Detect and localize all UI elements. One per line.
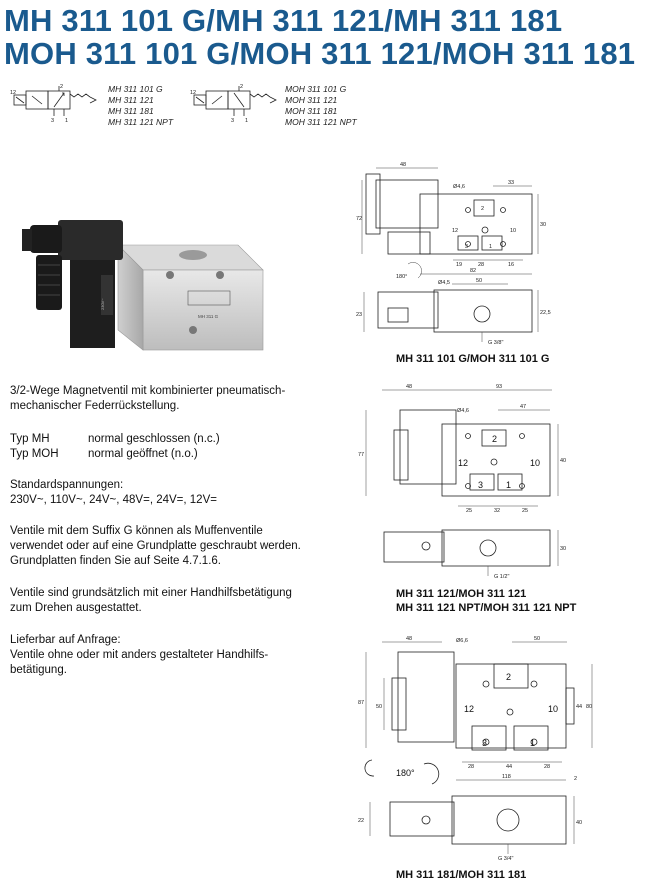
d1-dim-d46: Ø4,6	[453, 184, 465, 190]
d2-dim-40: 40	[560, 458, 567, 464]
sym-label: MH 311 121 NPT	[108, 117, 174, 127]
sym2-port-1: 1	[245, 118, 249, 124]
d2-dim-d46: Ø4,6	[457, 408, 469, 414]
symbol-moh-labels	[285, 84, 357, 128]
d1-dim-48: 48	[400, 162, 407, 168]
d2-dim-25b: 25	[522, 508, 529, 514]
type-mh-desc: normal geschlossen (n.c.)	[88, 433, 220, 445]
d2-dim-47: 47	[520, 404, 527, 410]
d3-dim-44h: 44	[506, 764, 513, 770]
d3-dim-thread: G 3/4"	[498, 856, 514, 862]
d3-dim-2: 2	[574, 776, 578, 782]
sym-label: MOH 311 121 NPT	[285, 117, 357, 127]
d1-dim-30: 30	[540, 222, 547, 228]
sym-label: MOH 311 181	[285, 106, 338, 116]
d1-dim-28: 28	[478, 262, 485, 268]
type-moh-desc: normal geöffnet (n.o.)	[88, 448, 198, 460]
d3-port-1: 1	[530, 738, 536, 748]
d2-port-10: 10	[530, 458, 541, 468]
type-mh-name: Typ MH	[10, 433, 50, 445]
sym-label: MH 311 181	[108, 106, 154, 116]
d2-dim-48: 48	[406, 384, 413, 390]
d2-port-2: 2	[492, 434, 498, 444]
d1-dim-thread: G 3/8"	[488, 340, 504, 346]
d1-dim-23: 23	[356, 312, 363, 318]
d2-port-12: 12	[458, 458, 469, 468]
d3-port-12: 12	[464, 704, 475, 714]
sym1-port-2: 2	[60, 84, 64, 90]
d3-port-10: 10	[548, 704, 559, 714]
d1-dim-33: 33	[508, 180, 515, 186]
voltages-label: Standardspannungen:	[10, 479, 124, 491]
d1-dim-22: 22,5	[540, 310, 551, 316]
drawing-3	[358, 634, 593, 864]
sym2-port-3: 3	[231, 118, 235, 124]
d3-dim-22: 22	[358, 818, 365, 824]
d1-dim-82: 82	[470, 268, 477, 274]
d2-dim-93: 93	[496, 384, 503, 390]
drawing-2-caption-1: MH 311 121/MOH 311 121	[396, 588, 527, 600]
d3-dim-d66: Ø6,6	[456, 638, 468, 644]
symbol-mh-labels	[108, 84, 173, 128]
drawing-3-caption: MH 311 181/MOH 311 181	[396, 869, 527, 881]
type-moh-name: Typ MOH	[10, 448, 59, 460]
drawing-1	[358, 160, 558, 350]
sym2-port-12: 12	[190, 90, 197, 96]
d3-dim-80: 80	[586, 704, 593, 710]
d3-dim-48: 48	[406, 636, 413, 642]
d3-dim-118: 118	[502, 774, 511, 780]
d3-port-3: 3	[482, 738, 488, 748]
d1-dim-rot: 180°	[396, 274, 408, 280]
title-line-1: MH 311 101 G/MH 311 121/MH 311 181	[4, 3, 563, 38]
sym-label: MH 311 121	[108, 95, 154, 105]
d3-port-2: 2	[506, 672, 512, 682]
d3-dim-44v: 44	[576, 704, 583, 710]
on-request-label: Lieferbar auf Anfrage:	[10, 634, 121, 646]
symbol-mh	[10, 84, 102, 122]
title-line-2: MOH 311 101 G/MOH 311 121/MOH 311 181	[4, 36, 636, 71]
sym1-port-3: 3	[51, 118, 55, 124]
d2-dim-32: 32	[494, 508, 501, 514]
voltages: 230V~, 110V~, 24V~, 48V=, 24V=, 12V=	[10, 494, 217, 506]
on-request-text: Ventile ohne oder mit anders gestalteter Handhilfs-betätigung.	[10, 649, 269, 676]
d1-dim-19: 19	[456, 262, 463, 268]
sym1-port-12: 12	[10, 90, 17, 96]
photo-valve-text: MH 311 G	[198, 314, 219, 319]
drawing-1-caption: MH 311 101 G/MOH 311 101 G	[396, 353, 550, 365]
d2-port-1: 1	[506, 480, 512, 490]
drawing-2	[358, 382, 567, 582]
sym1-port-1: 1	[65, 118, 69, 124]
valve-photo	[8, 215, 268, 355]
svg-text:230V~: 230V~	[100, 298, 105, 310]
d3-dim-50v: 50	[376, 704, 383, 710]
d2-dim-77: 77	[358, 452, 365, 458]
drawing-2-caption-2: MH 311 121 NPT/MOH 311 121 NPT	[396, 602, 577, 614]
sym-label: MOH 311 121	[285, 95, 338, 105]
sym-label: MOH 311 101 G	[285, 84, 347, 94]
description-manual: Ventile sind grundsätzlich mit einer Handhilfsbetätigung zum Drehen ausgestattet.	[10, 587, 292, 614]
d3-dim-87: 87	[358, 700, 365, 706]
d1-dim-d45: Ø4,5	[438, 280, 450, 286]
symbol-moh	[190, 84, 282, 122]
d1-dim-72: 72	[356, 216, 363, 222]
d1-dim-50: 50	[476, 278, 483, 284]
d1-dim-16: 16	[508, 262, 515, 268]
d2-dim-30: 30	[560, 546, 567, 552]
sym2-port-2: 2	[240, 84, 244, 90]
d3-dim-28b: 28	[544, 764, 551, 770]
sym-label: MH 311 101 G	[108, 84, 163, 94]
description-suffix-g: Ventile mit dem Suffix G können als Muffenventile verwendet oder auf eine Grundplatte geschraubt werden. Grundplatten finden Sie auf Seite 4.7.1.6.	[10, 525, 301, 567]
description-intro: 3/2-Wege Magnetventil mit kombinierter pneumatisch-mechanischer Federrückstellung.	[10, 385, 286, 412]
d1-port-1: 1	[489, 244, 493, 250]
d1-port-3: 3	[465, 244, 469, 250]
d2-dim-thread: G 1/2"	[494, 574, 510, 580]
d3-dim-50: 50	[534, 636, 541, 642]
d1-port-2: 2	[481, 206, 485, 212]
d1-port-12: 12	[452, 228, 459, 234]
d2-port-3: 3	[478, 480, 484, 490]
d2-dim-25a: 25	[466, 508, 473, 514]
d3-dim-40: 40	[576, 820, 583, 826]
d1-port-10: 10	[510, 228, 517, 234]
d3-dim-28a: 28	[468, 764, 475, 770]
d3-dim-rot: 180°	[396, 768, 415, 778]
